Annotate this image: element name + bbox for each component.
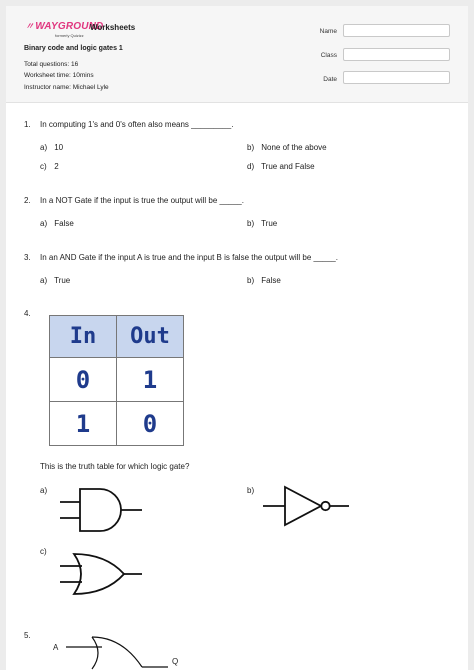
logo-text: WAYGROUND: [35, 21, 104, 32]
question-1-text: In computing 1's and 0's often also means _________.: [40, 120, 234, 129]
question-4-number: 4.: [24, 309, 31, 318]
q4-option-b-letter: b): [247, 486, 255, 495]
q1-option-a[interactable]: [40, 143, 63, 152]
circuit-output-q-label: Q: [172, 657, 179, 666]
option-text: False: [54, 219, 74, 228]
class-label: Class: [320, 52, 337, 59]
option-text: True: [261, 219, 278, 228]
and-gate-icon[interactable]: [58, 486, 148, 534]
q2-option-b[interactable]: [247, 219, 277, 228]
question-2-number: 2.: [24, 196, 31, 205]
q3-option-b[interactable]: [247, 276, 281, 285]
option-letter: a): [40, 219, 48, 228]
worksheet-page: [6, 6, 468, 670]
option-letter: b): [247, 143, 255, 152]
date-label: Date: [323, 76, 337, 83]
q1-option-b[interactable]: [247, 143, 327, 152]
option-text: True: [54, 276, 71, 285]
question-2-text: In a NOT Gate if the input is true the output will be _____.: [40, 196, 244, 205]
question-4-text: This is the truth table for which logic gate?: [40, 462, 190, 471]
name-field[interactable]: [343, 24, 450, 37]
q3-option-a[interactable]: [40, 276, 70, 285]
table-header-out: Out: [117, 316, 184, 358]
circuit-input-a-label: A: [53, 643, 59, 652]
table-row: [50, 402, 184, 446]
question-1-number: 1.: [24, 120, 31, 129]
question-3-number: 3.: [24, 253, 31, 262]
logo-waves-icon: 〃: [25, 21, 35, 31]
worksheet-title: Binary code and logic gates 1: [24, 45, 123, 52]
brand-title: Worksheets: [90, 23, 136, 32]
table-row: [50, 358, 184, 402]
q4-option-a-letter: a): [40, 486, 48, 495]
name-label: Name: [319, 28, 337, 35]
option-letter: c): [40, 162, 47, 171]
option-letter: a): [40, 143, 48, 152]
option-text: True and False: [261, 162, 315, 171]
class-field[interactable]: [343, 48, 450, 61]
q5-circuit-diagram: [64, 631, 184, 670]
option-letter: b): [247, 219, 255, 228]
option-text: None of the above: [261, 143, 327, 152]
q4-option-c-letter: c): [40, 547, 47, 556]
date-field[interactable]: [343, 71, 450, 84]
total-questions: Total questions: 16: [24, 61, 79, 68]
q1-option-d[interactable]: [247, 162, 315, 171]
option-text: 10: [54, 143, 64, 152]
option-letter: d): [247, 162, 255, 171]
table-cell: 1: [50, 402, 117, 446]
or-gate-icon[interactable]: [56, 550, 146, 598]
worksheet-header: [6, 6, 468, 103]
table-cell: 1: [117, 358, 184, 402]
option-text: False: [261, 276, 281, 285]
table-header-in: In: [50, 316, 117, 358]
option-text: 2: [54, 162, 59, 171]
option-letter: b): [247, 276, 255, 285]
question-3-text: In an AND Gate if the input A is true and the input B is false the output will be _____.: [40, 253, 338, 262]
option-letter: a): [40, 276, 48, 285]
q1-option-c[interactable]: [40, 162, 59, 171]
logo-subtitle: formerly Quizizz: [55, 33, 84, 38]
instructor-name: Instructor name: Michael Lyle: [24, 84, 109, 91]
worksheet-time: Worksheet time: 10mins: [24, 72, 94, 79]
truth-table: [49, 315, 184, 446]
table-cell: 0: [117, 402, 184, 446]
question-5-number: 5.: [24, 631, 31, 640]
not-gate-icon[interactable]: [261, 484, 351, 528]
q2-option-a[interactable]: [40, 219, 74, 228]
table-cell: 0: [50, 358, 117, 402]
